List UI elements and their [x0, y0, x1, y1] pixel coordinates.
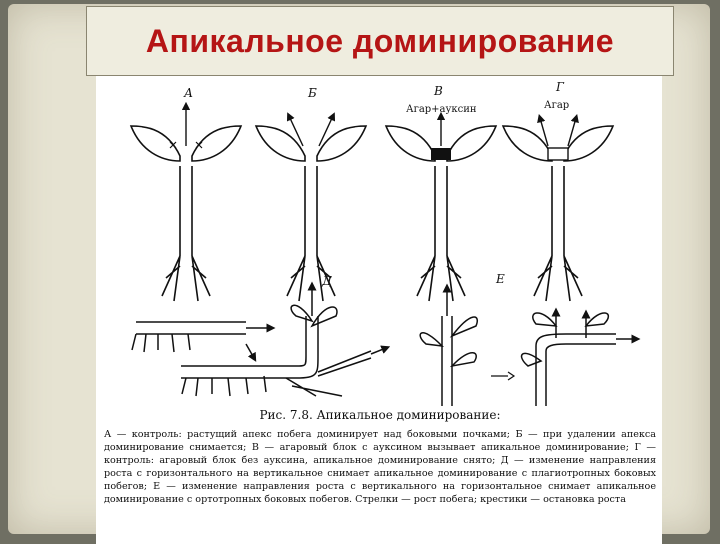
panel-v-plant	[386, 116, 496, 301]
caption-text: А — контроль: растущий апекс побега доминирует над боковыми почками; Б — при удалении апекса доминирование снимается; В — агаровый блок с ауксином вызывает апикальное доминирование; Г — контроль: агаровый блок без ауксина, апикальное доминирование снято; Д — изменение направления роста с горизонтального на вертикальное снимает апикальное доминирование с плагиотропных боковых побегов; Е — изменение направления роста с вертикального на горизонтальное снимает апикальное доминирование с ортотропных боковых побегов. Стрелки — рост побега; крестики — остановка роста	[104, 429, 656, 505]
panel-e-shoots	[420, 288, 636, 406]
panel-d-shoots	[132, 286, 386, 396]
figure-panel	[96, 76, 662, 544]
panel-label-a: А	[184, 86, 194, 100]
agar-auxin-label: Агар+ауксин	[406, 104, 477, 115]
panel-label-g: Г	[556, 80, 564, 94]
apical-dominance-illustration	[96, 76, 662, 406]
panel-label-e: Е	[496, 272, 505, 286]
figure-caption	[104, 408, 656, 506]
title-frame	[86, 6, 674, 76]
panel-g-plant	[503, 118, 613, 301]
panel-b-plant	[256, 116, 366, 301]
panel-label-b: Б	[308, 86, 317, 100]
panel-label-d: Д	[322, 274, 332, 288]
panel-a-plant	[131, 106, 241, 301]
caption-title: Рис. 7.8. Апикальное доминирование:	[259, 408, 501, 422]
agar-label: Агар	[544, 100, 570, 111]
slide-background	[8, 4, 710, 534]
panel-label-v: В	[434, 84, 443, 98]
slide-title: Апикальное доминирование	[145, 22, 615, 59]
